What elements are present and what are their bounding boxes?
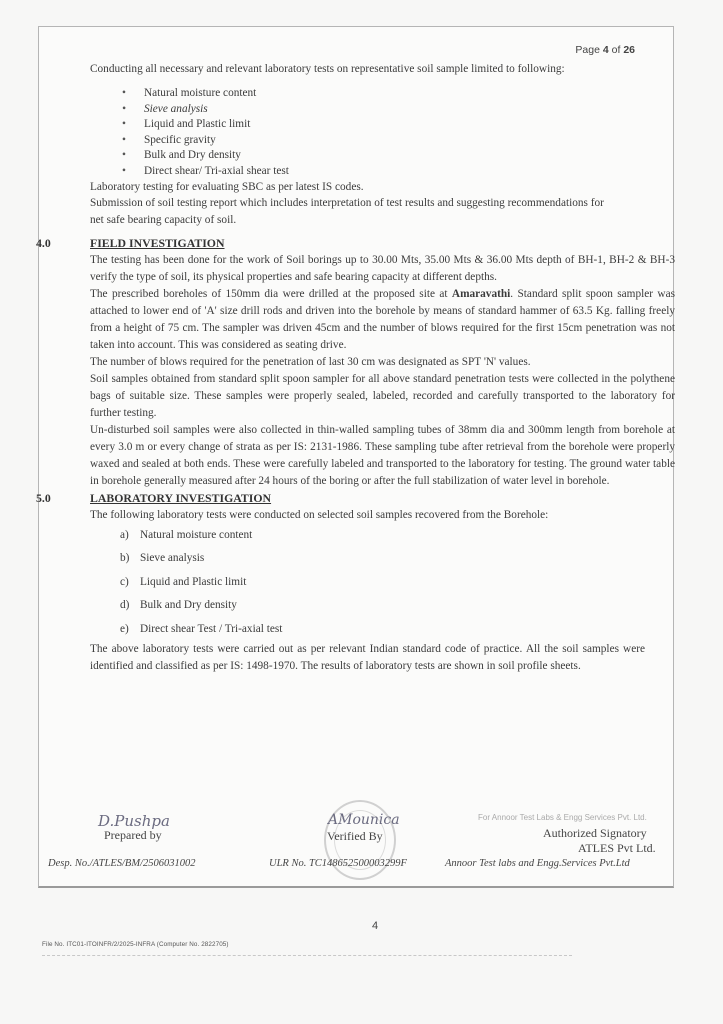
item-label: Natural moisture content	[140, 528, 253, 541]
authorized-company: ATLES Pvt Ltd.	[578, 841, 656, 855]
section-4-title: FIELD INVESTIGATION	[90, 235, 225, 250]
authorized-signatory-label: Authorized Signatory	[543, 826, 647, 840]
lab-test-item	[120, 524, 675, 548]
section-5-closing: The above laboratory tests were carried out as per relevant Indian standard code of practice. All the soil samples were identified and classified as per IS: 1498-1970. The results of laboratory tests are shown in soil profile sheets.	[90, 643, 645, 673]
intro-after-1: Laboratory testing for evaluating SBC as per latest IS codes.	[90, 180, 364, 193]
lab-test-list	[90, 524, 675, 642]
lab-test-item	[120, 571, 675, 595]
signature-block	[40, 800, 672, 882]
lab-test-item	[120, 594, 675, 618]
company-full-name: Annoor Test labs and Engg.Services Pvt.Ltd	[445, 858, 630, 869]
section-4-number: 4.0	[36, 235, 51, 250]
verified-signature: AMounica	[328, 812, 400, 828]
lab-test-item	[120, 547, 675, 571]
despatch-number: Desp. No./ATLES/BM/2506031002	[48, 858, 196, 869]
item-marker: e)	[120, 622, 129, 635]
document-body	[36, 61, 675, 675]
section-5-title: LABORATORY INVESTIGATION	[90, 490, 272, 505]
section-4-heading	[36, 235, 675, 252]
section-4-paragraph-1: The testing has been done for the work of Soil borings up to 30.00 Mts, 35.00 Mts & 36.00 Mts depth of BH-1, BH-2 & BH-3 verify the type of soil, its physical properties and safe bearing capacity at different depths.	[90, 253, 675, 283]
prepared-signature: D.Pushpa	[98, 812, 170, 830]
bullet-item: • Sieve analysis	[122, 102, 675, 118]
bullet-item: • Liquid and Plastic limit	[122, 117, 675, 133]
page-prefix: Page	[575, 44, 603, 56]
item-label: Bulk and Dry density	[140, 599, 237, 612]
item-marker: b)	[120, 552, 130, 565]
intro-bullet-list	[90, 86, 675, 180]
lab-test-item	[120, 618, 675, 642]
page-number: 4	[372, 920, 379, 932]
page-current: 4	[602, 44, 609, 56]
bullet-item: • Natural moisture content	[122, 86, 675, 102]
intro-paragraph: Conducting all necessary and relevant laboratory tests on representative soil sample limited to following:	[90, 63, 565, 75]
page-total: 26	[623, 44, 635, 56]
bullet-item: • Bulk and Dry density	[122, 148, 675, 164]
file-number: File No. ITC01-ITOINFR/2/2025-INFRA (Computer No. 2822705)	[42, 941, 229, 948]
page-indicator	[575, 44, 635, 56]
prepared-by-label: Prepared by	[104, 828, 162, 842]
item-marker: a)	[120, 528, 129, 541]
section-5-number: 5.0	[36, 490, 51, 505]
company-small-text: For Annoor Test Labs & Engg Services Pvt. Ltd.	[478, 813, 647, 822]
site-name: Amaravathi	[451, 287, 511, 300]
p2-after: . Standard split spoon sampler was attached to lower end of 'A' size drill rods and driven into the borehole by means of standard hammer of 63.5 Kg. falling freely from a height of 75 cm. The sampler was driven 45cm and the number of blows required for the first 15cm penetration was not taken into account. This was considered as seating drive.	[90, 287, 675, 351]
item-label: Sieve analysis	[140, 552, 205, 565]
item-label: Direct shear Test / Tri-axial test	[140, 622, 283, 635]
bullet-item: • Direct shear/ Tri-axial shear test	[122, 164, 675, 180]
p2-before: The prescribed boreholes of 150mm dia were drilled at the proposed site at	[90, 287, 452, 300]
item-label: Liquid and Plastic limit	[140, 575, 247, 588]
section-4-paragraph-5: Un-disturbed soil samples were also collected in thin-walled sampling tubes of 38mm dia and 300mm length from borehole at every 3.0 m or every change of strata as per IS: 2131-1986. These sampling tube after retrieval from the borehole were properly waxed and sealed at both ends. These were carefully labeled and transported to the laboratory for testing. The ground water table in borehole generally measured after 24 hours of the boring or after the full stabilization of water level in borehole.	[90, 423, 675, 487]
ulr-number: ULR No. TC148652500003299F	[269, 858, 407, 869]
intro-after-2: Submission of soil testing report which includes interpretation of test results and suggesting recommendations for net safe bearing capacity of soil.	[90, 196, 604, 226]
section-4-paragraph-3: The number of blows required for the penetration of last 30 cm was designated as SPT 'N' values.	[90, 355, 531, 368]
item-marker: c)	[120, 575, 129, 588]
page-of: of	[608, 44, 624, 56]
verified-by-label: Verified By	[327, 829, 383, 843]
section-4-paragraph-4: Soil samples obtained from standard split spoon sampler for all above standard penetration tests were collected in the polythene bags of suitable size. These samples were properly sealed, labeled, recorded and carefully transported to the laboratory for further testing.	[90, 372, 675, 419]
item-marker: d)	[120, 599, 130, 612]
section-5-intro: The following laboratory tests were conducted on selected soil samples recovered from the Borehole:	[90, 508, 549, 521]
bullet-item: • Specific gravity	[122, 133, 675, 149]
section-4-paragraph-2	[90, 286, 675, 354]
section-5-heading	[36, 490, 675, 507]
footer-divider	[42, 955, 572, 957]
